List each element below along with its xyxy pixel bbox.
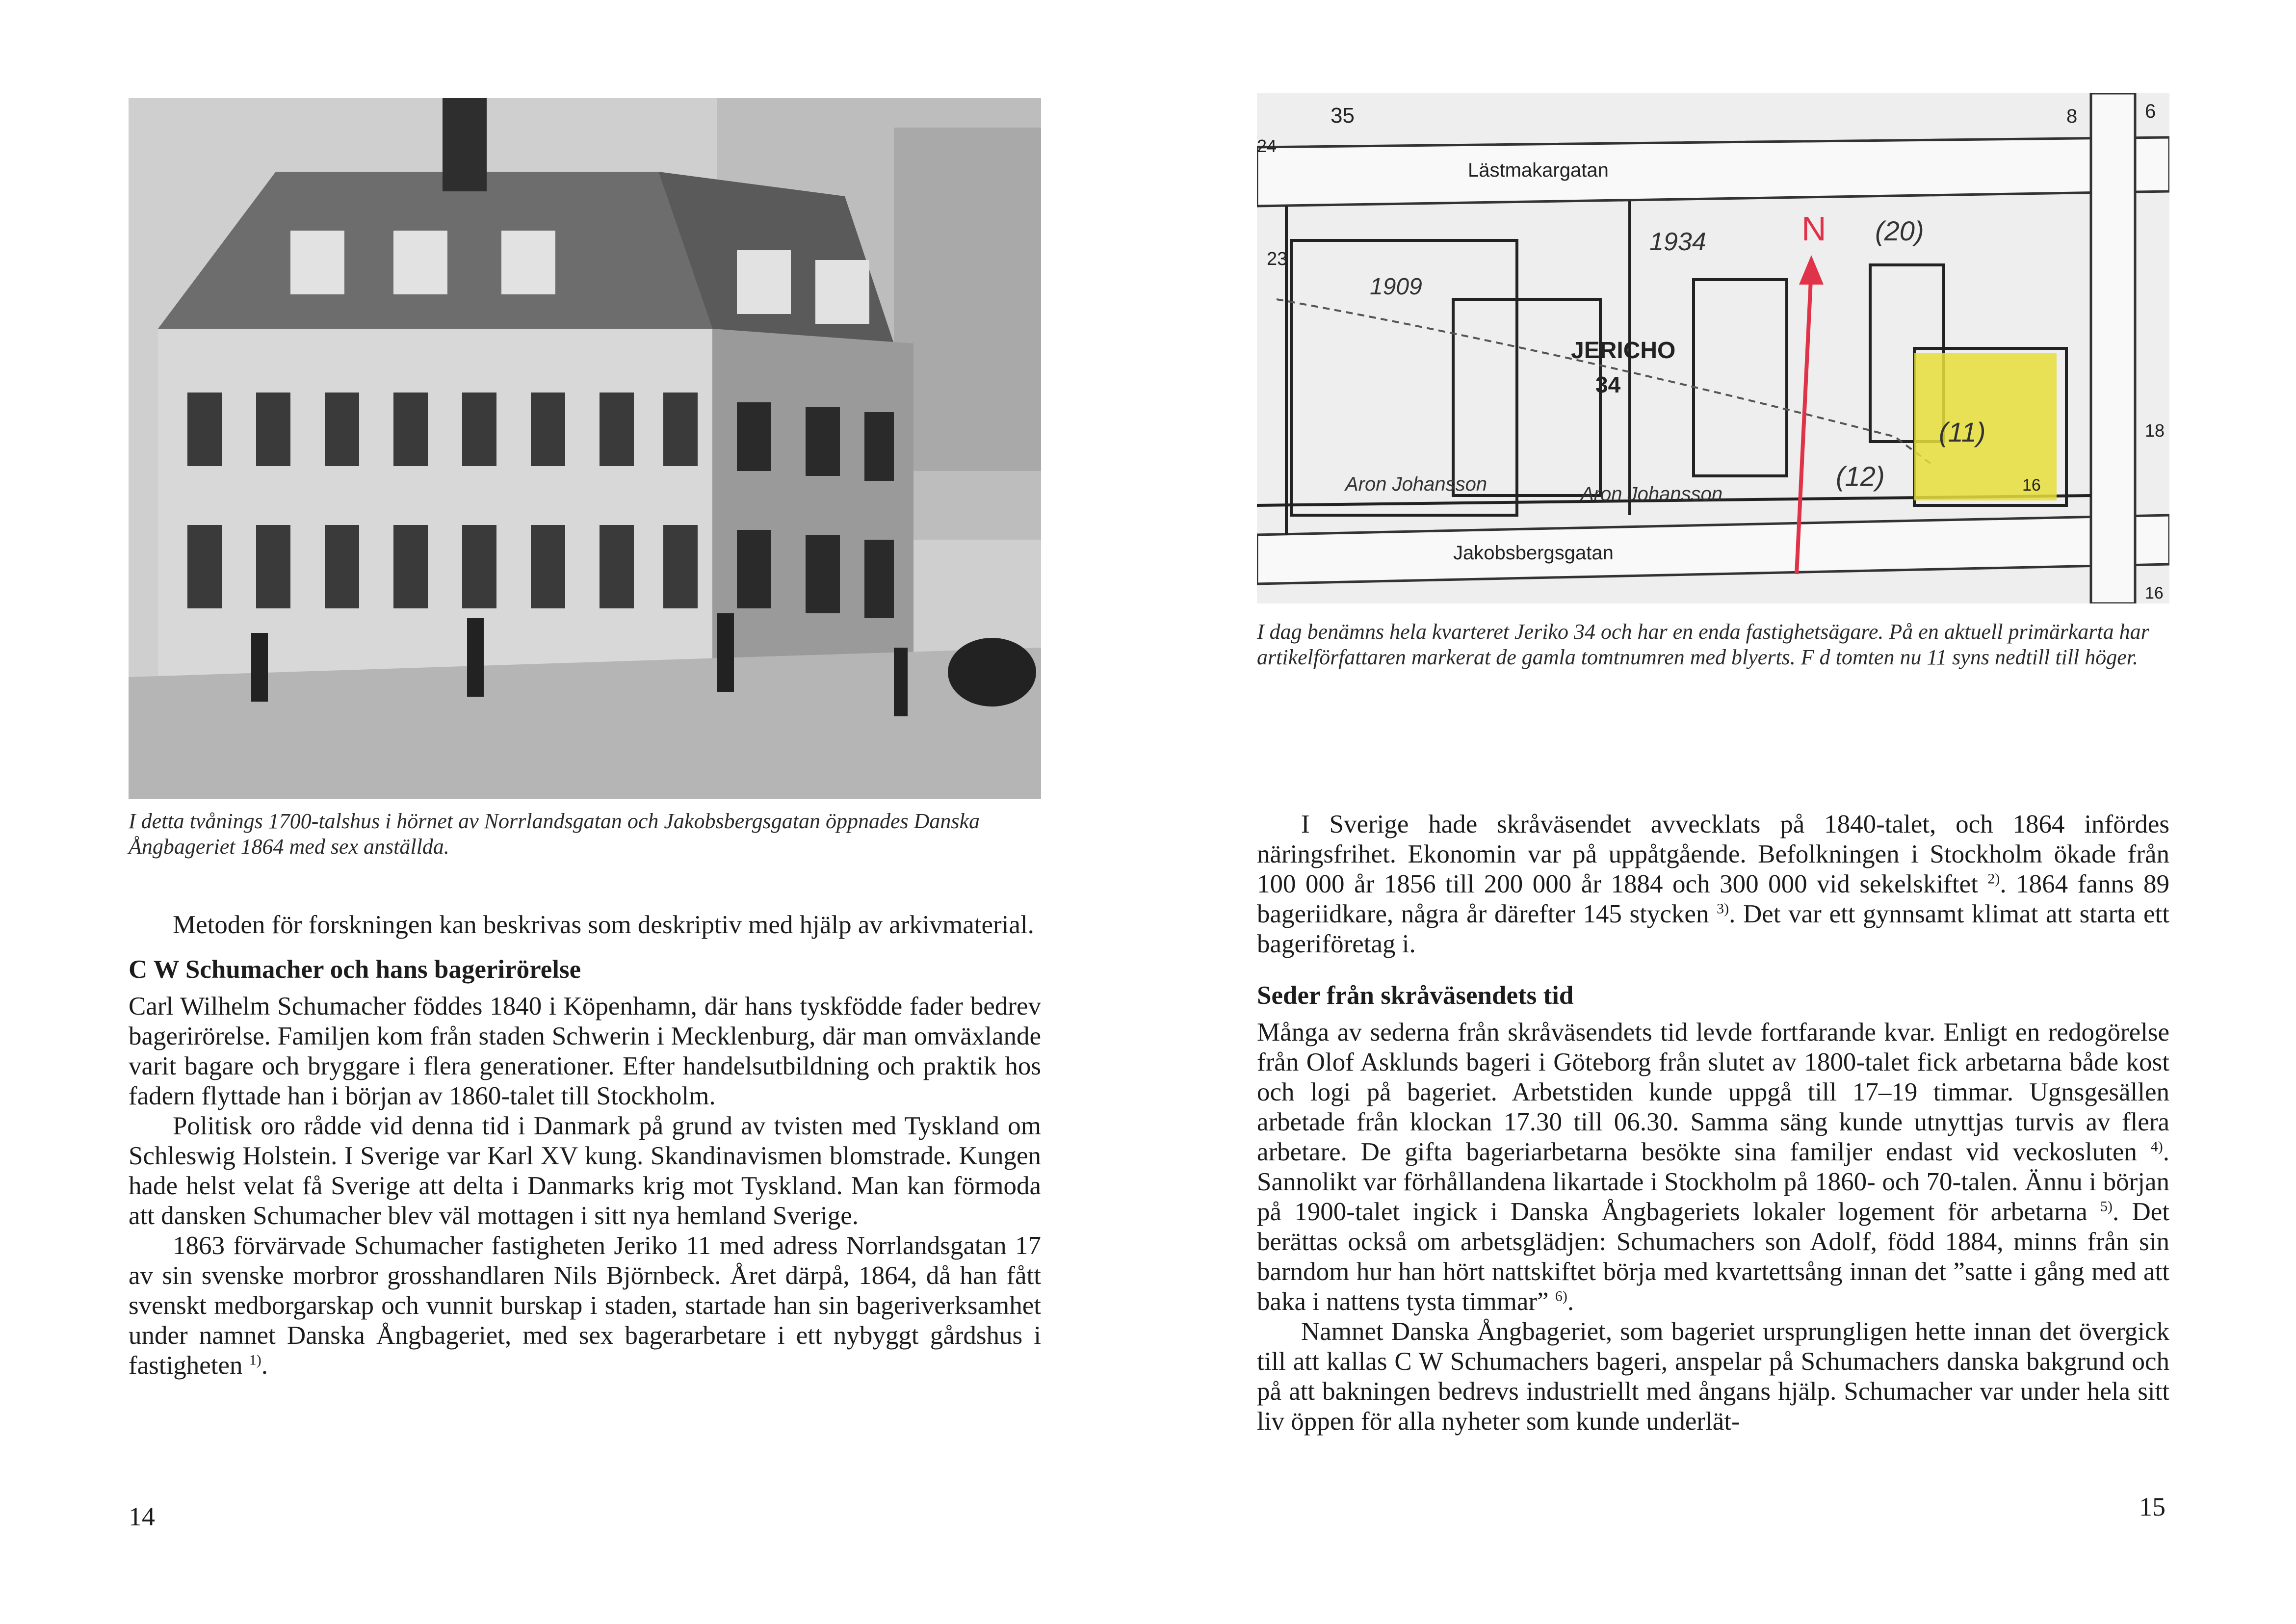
page-number-right: 15 — [2139, 1492, 2166, 1521]
map-label-16: 16 — [2022, 476, 2041, 495]
map-caption: I dag benämns hela kvarteret Jeriko 34 och har en enda fastighetsägare. På en aktuell primärkarta har artikelförfattaren markerat de gamla tomtnumren med blyerts. F d tomten nu 11 syns nedtill till höger. — [1257, 620, 2149, 669]
historic-building-photo — [129, 98, 1041, 799]
map-label-8: 8 — [2066, 105, 2078, 127]
p1-part-1: I Sverige hade skråväsendet avvecklats på 1840-talet, och 1864 infördes näringsfrihet. Ekonomin var på uppåtgående. Befolkningen i Stockholm ökade från 100 000 år 1856 till 200 000 år 1884 och 300 000 vid sekelskiftet — [1257, 810, 2169, 898]
paragraph-skravasendet — [1257, 810, 2169, 959]
section-heading-schumacher: C W Schumacher och hans bagerirörelse — [129, 955, 581, 984]
map-label-16b: 16 — [2145, 584, 2164, 602]
footnote-2: 2) — [1987, 870, 2000, 887]
paragraph-1: Carl Wilhelm Schumacher föddes 1840 i Köpenhamn, där hans tyskfödde fader bedrev bagerirörelse. Familjen kom från staden Schwerin i Mecklenburg, där man omväxlande varit bagare och bryggare i flera generationer. Efter handelsutbildning och praktik hos fadern flyttade han i början av 1860-talet till Stockholm. — [129, 992, 1041, 1110]
property-map — [1257, 93, 2169, 603]
pencil-note-n: N — [1801, 210, 1826, 248]
map-drawing — [1257, 93, 2169, 603]
pencil-note-20: (20) — [1875, 215, 1924, 246]
pencil-note-name-1: Aron Johansson — [1345, 473, 1487, 495]
paragraph-namnet: Namnet Danska Ångbageriet, som bageriet ursprungligen hette innan det övergick till att kallas C W Schumachers bageri, anspelar på Schumachers danska bakgrund och på att bakningen bedrevs industriellt med ångans hjälp. Schumacher var under hela sitt liv öppen för alla nyheter som kunde underlät- — [1257, 1317, 2169, 1436]
pencil-note-12: (12) — [1836, 461, 1885, 492]
right-body-text — [1257, 810, 2169, 1437]
page-number-left: 14 — [129, 1502, 155, 1531]
map-label-18: 18 — [2145, 420, 2165, 441]
map-label-lastmakargatan: Lästmakargatan — [1468, 159, 1609, 181]
footnote-3: 3) — [1717, 900, 1729, 917]
footnote-5: 5) — [2100, 1198, 2113, 1215]
section-heading-seder: Seder från skråväsendets tid — [1257, 981, 1574, 1010]
pencil-note-1934: 1934 — [1649, 228, 1706, 256]
pencil-note-11: (11) — [1939, 417, 1986, 447]
footnote-ref: 1) — [249, 1352, 261, 1368]
paragraph-3: 1863 förvärvade Schumacher fastigheten Jeriko 11 med adress Norrlandsgatan 17 av sin svenske morbror grosshandlaren Nils Björnbeck. Året därpå, 1864, då han fått svenskt medborgarskap och vunnit burskap i staden, startade han sin bageriverksamhet under namnet Danska Ångbageriet, med sex bagerarbetare i ett nybyggt gårdshus i fastigheten $^{1)}$. — [129, 1231, 1041, 1380]
right-page — [1148, 0, 2296, 1624]
footnote-4: 4) — [2150, 1138, 2163, 1155]
map-label-23: 23 — [1267, 249, 1288, 269]
map-label-24: 24 — [1257, 136, 1277, 156]
p1-part-2: . 1864 fanns 89 bageriidkare, några år därefter 145 stycken — [1257, 870, 2169, 928]
intro-paragraph: Metoden för forskningen kan beskrivas som deskriptiv med hjälp av arkivmaterial. — [173, 911, 1034, 939]
map-label-jericho: JERICHO — [1571, 338, 1676, 364]
map-label-35: 35 — [1331, 104, 1355, 128]
pencil-note-name-2: Aron Johansson — [1581, 483, 1723, 505]
map-label-6: 6 — [2145, 101, 2156, 122]
footnote-6: 6) — [1555, 1288, 1567, 1305]
pencil-note-1909: 1909 — [1370, 274, 1422, 300]
left-body-text — [129, 910, 1041, 1381]
p1-part-3: . Det var ett gynnsamt klimat att starta ett bageriföretag i. — [1257, 900, 2169, 958]
map-label-34: 34 — [1595, 372, 1621, 397]
paragraph-2: Politisk oro rådde vid denna tid i Danmark på grund av tvisten med Tyskland om Schleswig Holstein. I Sverige var Karl XV kung. Skandinavismen blomstrade. Kungen hade helst velat få Sverige att delta i Danmarks krig mot Tyskland. Man kan förmoda att dansken Schumacher blev väl mottagen i sitt nya hemland Sverige. — [129, 1112, 1041, 1230]
p2-part-4: . — [1567, 1287, 1574, 1316]
map-label-jakobsbergsgatan: Jakobsbergsgatan — [1453, 542, 1614, 564]
paragraph-3-text: 1863 förvärvade Schumacher fastigheten Jeriko 11 med adress Norrlandsgatan 17 av sin svenske morbror grosshandlaren Nils Björnbeck. Året därpå, 1864, då han fått svenskt medborgarskap och vunnit burskap i staden, startade han sin bageriverksamhet under namnet Danska Ångbageriet, med sex bagerarbetare i ett nybyggt gårdshus i fastigheten — [129, 1231, 1041, 1380]
photo-caption: I detta tvånings 1700-talshus i hörnet av Norrlandsgatan och Jakobsbergsgatan öppnades Danska Ångbageriet 1864 med sex anställda. — [129, 809, 980, 859]
building-drawing — [129, 98, 1041, 799]
paragraph-seder — [1257, 1018, 2169, 1317]
p2-part-1: Många av sederna från skråväsendets tid levde fortfarande kvar. Enligt en redogörelse från Olof Asklunds bageri i Göteborg från slutet av 1800-talet fick arbetarna både kost och logi på bageriet. Arbetstiden kunde uppgå till 17–19 timmar. Ugnsgesällen arbetade från klockan 17.30 till 06.30. Samma säng kunde utnyttjas turvis av flera arbetare. De gifta bageriarbetarna besökte sina familjer endast vid veckosluten — [1257, 1018, 2169, 1166]
p2-part-2: . Sannolikt var förhållandena likartade i Stockholm på 1860- och 70-talen. Ännu i början på 1900-talet ingick i Danska Ångbageriets lokaler logement för arbetarna — [1257, 1138, 2169, 1226]
p2-part-3: . Det berättas också om arbetsglädjen: Schumachers son Adolf, född 1884, minns från sin barndom hur han hört nattskiftet börja med kvartettsång innan det ”satte i gång med att baka i nattens tysta timmar” — [1257, 1198, 2169, 1316]
